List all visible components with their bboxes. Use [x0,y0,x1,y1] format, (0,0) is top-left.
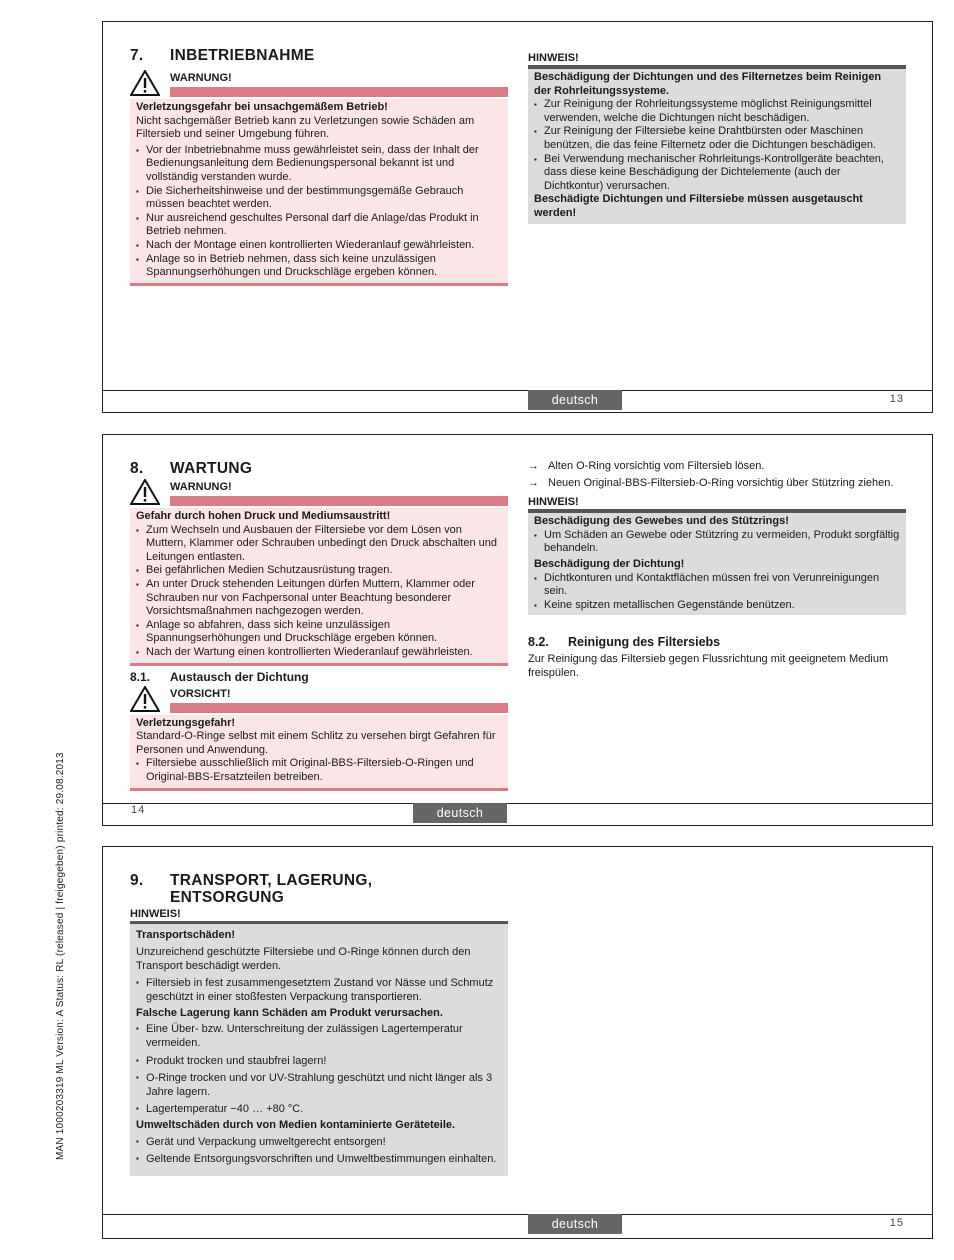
warning-bar [170,496,508,506]
section-number: 7. [130,47,144,64]
step-item [528,460,906,474]
list-item: ▪ Vor der Inbetriebnahme muss gewährleistet sein, dass der Inhalt der Bedienungsanleitung dem Bedienungspersonal bekannt ist und vollständig verstanden wurde. [136,144,502,185]
page-13 [102,21,933,413]
step-text: Alten O-Ring vorsichtig vom Filtersieb lösen. [548,460,765,472]
list-item: ▪ Anlage so abfahren, dass sich keine unzulässigen Spannungserhöhungen und Druckschläge ergeben können. [136,619,502,646]
list-item: ▪ Eine Über- bzw. Unterschreitung der zulässigen Lagertemperatur vermeiden. [136,1022,502,1050]
notice-box [528,513,906,615]
list-item: ▪ Anlage so in Betrieb nehmen, dass sich keine unzulässigen Spannungserhöhungen und Druckschläge ergeben können. [136,253,502,280]
page-14-right-column [528,460,906,681]
subsection-title: Austausch der Dichtung [170,669,309,684]
notice-list [534,529,900,556]
subsection-8-2-heading [528,635,906,649]
subsection-8-1-heading [130,670,508,684]
list-item: ▪ Zur Reinigung der Filtersiebe keine Drahtbürsten oder Maschinen benützen, die das feine Filternetz oder die Dichtungen beschädigen. [534,125,900,152]
list-item: ▪ Um Schäden an Gewebe oder Stützring zu vermeiden, Produkt sorgfältig behandeln. [534,529,900,556]
caution-list [136,757,502,784]
notice-text: Unzureichend geschützte Filtersiebe und O-Ringe können durch den Transport beschädigt werden. [136,946,471,973]
warning-list [136,524,502,660]
warning-triangle-icon [130,479,160,505]
arrow-right-icon: → [528,460,539,472]
caution-box [130,715,508,791]
list-item: ▪ O-Ringe trocken und vor UV-Strahlung geschützt und nicht länger als 3 Jahre lagern. [136,1071,502,1099]
language-tab: deutsch [528,390,622,410]
notice-box [528,69,906,224]
notice-list [534,98,900,193]
notice-label: HINWEIS! [528,52,579,64]
section-8-heading [130,460,508,477]
notice-heading: Falsche Lagerung kann Schäden am Produkt verursachen. [136,1007,443,1020]
section-title-line-2: ENTSORGUNG [170,889,285,906]
list-item: ▪ Nur ausreichend geschultes Personal darf die Anlage/das Produkt in Betrieb nehmen. [136,212,502,239]
footer-rule [103,390,932,391]
warning-list [136,144,502,280]
section-number: 9. [130,872,144,889]
warning-heading: Verletzungsgefahr bei unsachgemäßem Betrieb! [136,101,388,113]
page-15 [102,846,933,1239]
warning-box [130,508,508,666]
page-15-left-column [130,872,508,1176]
warning-text: Nicht sachgemäßer Betrieb kann zu Verletzungen sowie Schäden am Filtersieb und seiner Umgebung führen. [136,114,475,141]
list-item: ▪ Lagertemperatur −40 … +80 °C. [136,1102,502,1116]
list-item: ▪ Bei Verwendung mechanischer Rohrleitungs-Kontrollgeräte beachten, dass diese keine Beschädigung der Dichtelemente (auch der Dichtkontur) verursachen. [534,153,900,194]
list-item: ▪ Gerät und Verpackung umweltgerecht entsorgen! [136,1135,502,1149]
list-item: ▪ Nach der Wartung einen kontrollierten Wiederanlauf gewährleisten. [136,646,502,660]
notice-label: HINWEIS! [528,496,579,509]
warning-triangle-icon [130,686,160,712]
warning-header [130,70,508,98]
page-number: 15 [889,1217,904,1229]
list-item: ▪ Zum Wechseln und Ausbauen der Filtersiebe vor dem Lösen von Muttern, Klammer oder Schrauben unbedingt den Druck abschalten und Leitungen entlasten. [136,524,502,565]
list-item: ▪ Die Sicherheitshinweise und der bestimmungsgemäße Gebrauch müssen beachtet werden. [136,185,502,212]
subsection-number: 8.1. [130,669,151,684]
list-item: ▪ Filtersiebe ausschließlich mit Original-BBS-Filtersieb-O-Ringen und Original-BBS-Ersatzteilen betreiben. [136,757,502,784]
footer-rule [103,803,932,804]
document-side-note: MAN 1000203319 ML Version: A Status: RL (released | freigegeben) printed: 29.08.2013 [55,752,66,1160]
notice-heading: Beschädigung der Dichtungen und des Filternetzes beim Reinigen der Rohrleitungssysteme. [534,71,882,97]
notice-list [136,1022,502,1116]
caution-label: VORSICHT! [170,687,231,700]
section-title: WARTUNG [170,460,253,477]
notice-heading: Transportschäden! [136,929,236,941]
notice-list [534,572,900,613]
page-14-left-column [130,460,508,791]
list-item: ▪ Nach der Montage einen kontrollierten Wiederanlauf gewährleisten. [136,239,502,253]
list-item: ▪ Geltende Entsorgungsvorschriften und Umweltbestimmungen einhalten. [136,1152,502,1166]
list-item: ▪ Filtersieb in fest zusammengesetztem Zustand vor Nässe und Schmutz geschützt in einer stoßfesten Verpackung transportieren. [136,976,502,1004]
warning-heading: Gefahr durch hohen Druck und Mediumsaustritt! [136,510,391,522]
footer-rule [103,1214,932,1215]
caution-text: Standard-O-Ringe selbst mit einem Schlitz zu versehen birgt Gefahren für Personen und Anwendung. [136,730,496,756]
warning-triangle-icon [130,70,160,96]
notice-footer: Beschädigte Dichtungen und Filtersiebe müssen ausgetauscht werden! [534,193,863,219]
section-title-line-1: TRANSPORT, LAGERUNG, [170,872,373,889]
notice-list [136,1135,502,1166]
subsection-number: 8.2. [528,635,549,650]
list-item: ▪ Keine spitzen metallischen Gegenstände benützen. [534,599,900,613]
page-13-left-column [130,47,508,286]
caution-heading: Verletzungsgefahr! [136,716,236,729]
subsection-title: Reinigung des Filtersiebs [568,635,721,650]
list-item: ▪ Bei gefährlichen Medien Schutzausrüstung tragen. [136,564,502,578]
section-title: INBETRIEBNAHME [170,47,315,64]
section-number: 8. [130,460,144,477]
section-7-heading [130,47,508,64]
subsection-text: Zur Reinigung das Filtersieb gegen Flussrichtung mit geeignetem Medium freispülen. [528,653,889,679]
language-tab: deutsch [528,1214,622,1234]
page-number: 13 [889,393,904,405]
notice-box [130,924,508,1176]
list-item: ▪ Zur Reinigung der Rohrleitungssysteme möglichst Reinigungsmittel verwenden, welche die Dichtungen nicht beschädigen. [534,98,900,125]
arrow-right-icon: → [528,476,539,489]
warning-bar [170,87,508,97]
step-text: Neuen Original-BBS-Filtersieb-O-Ring vorsichtig über Stützring ziehen. [548,476,894,489]
notice-heading: Beschädigung des Gewebes und des Stützrings! [534,515,789,528]
list-item: ▪ An unter Druck stehenden Leitungen dürfen Muttern, Klammer oder Schrauben nur von Fachpersonal unter Beachtung besonderer Vorsichtsmaßnahmen nachgezogen werden. [136,578,502,619]
caution-header [130,686,508,714]
language-tab: deutsch [413,803,507,823]
notice-list [136,976,502,1004]
page-14 [102,434,933,826]
list-item: ▪ Produkt trocken und staubfrei lagern! [136,1054,502,1068]
step-item [528,477,906,491]
notice-label: HINWEIS! [130,908,181,920]
list-item: ▪ Dichtkonturen und Kontaktflächen müssen frei von Verunreinigungen sein. [534,572,900,599]
warning-header [130,479,508,507]
page-13-right-column [528,52,906,224]
warning-box [130,99,508,286]
notice-heading: Umweltschäden durch von Medien kontaminierte Geräteteile. [136,1119,456,1132]
warning-label: WARNUNG! [170,72,232,84]
page-number: 14 [131,804,146,816]
warning-label: WARNUNG! [170,481,232,493]
section-9-heading [130,872,508,906]
notice-heading: Beschädigung der Dichtung! [534,557,685,570]
caution-bar [170,703,508,713]
